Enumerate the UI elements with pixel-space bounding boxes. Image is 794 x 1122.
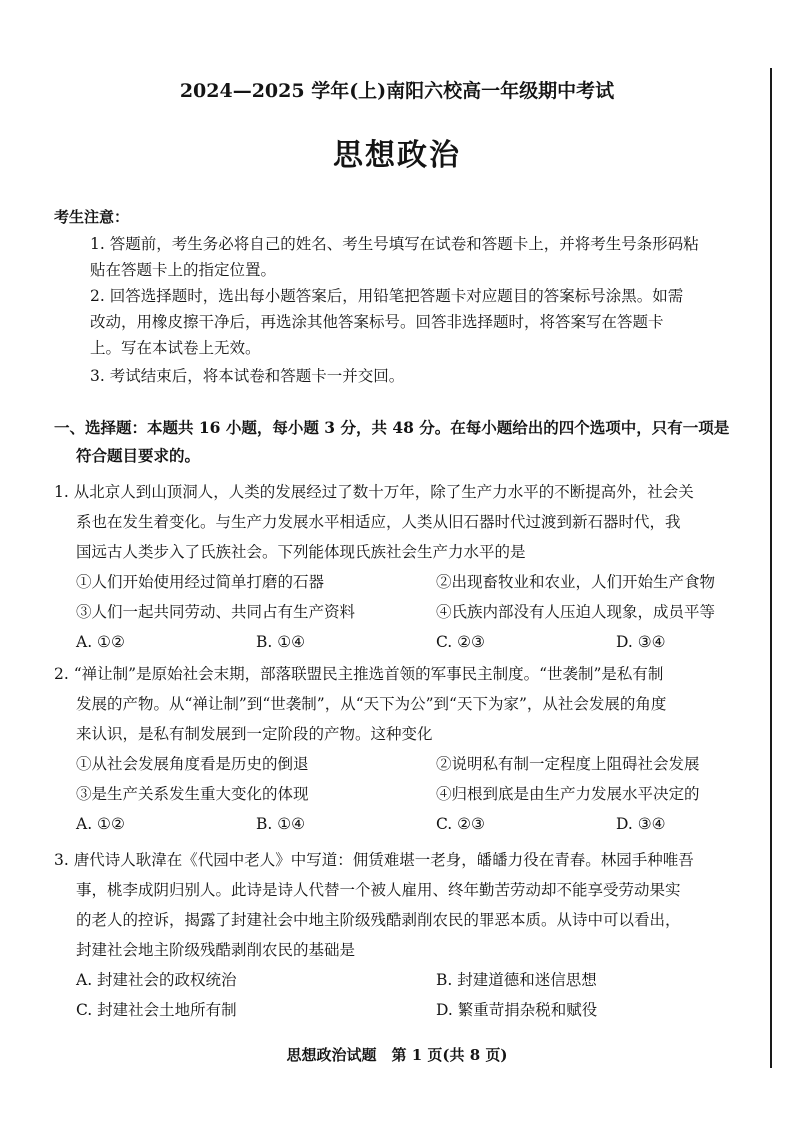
question-3-stem: 封建社会地主阶级残酷剥削农民的基础是 bbox=[76, 941, 356, 959]
question-3-option-c: C. 封建社会土地所有制 bbox=[76, 1001, 237, 1019]
question-3-option-b: B. 封建道德和迷信思想 bbox=[436, 971, 597, 989]
question-3-stem: 3. 唐代诗人耿湋在《代园中老人》中写道：佣赁难堪一老身，皤皤力役在青春。林园手种唯吾 bbox=[54, 851, 694, 869]
exam-title: 2024—2025 学年(上)南阳六校高一年级期中考试 bbox=[179, 80, 615, 102]
question-2-statement: ①从社会发展角度看是历史的倒退 bbox=[76, 755, 309, 773]
notice-line: 1. 答题前，考生务必将自己的姓名、考生号填写在试卷和答题卡上，并将考生号条形码粘 bbox=[90, 235, 699, 253]
question-3-option-d: D. 繁重苛捐杂税和赋役 bbox=[436, 1001, 598, 1019]
question-1-statement: ①人们开始使用经过简单打磨的石器 bbox=[76, 573, 325, 591]
section-heading-cont: 符合题目要求的。 bbox=[76, 446, 201, 465]
question-2-statement: ④归根到底是由生产力发展水平决定的 bbox=[436, 785, 700, 803]
question-2-stem: 2. “禅让制”是原始社会末期，部落联盟民主推选首领的军事民主制度。“世袭制”是私有制 bbox=[54, 665, 664, 683]
subject-title: 思想政治 bbox=[333, 138, 461, 173]
notice-line: 2. 回答选择题时，选出每小题答案后，用铅笔把答题卡对应题目的答案标号涂黑。如需 bbox=[90, 287, 684, 305]
question-1-option-c: C. ②③ bbox=[436, 633, 485, 651]
question-1-stem: 1. 从北京人到山顶洞人，人类的发展经过了数十万年，除了生产力水平的不断提高外，社会关 bbox=[54, 483, 694, 501]
question-3-stem: 的老人的控诉，揭露了封建社会中地主阶级残酷剥削农民的罪恶本质。从诗中可以看出， bbox=[76, 911, 681, 929]
notice-heading: 考生注意： bbox=[54, 208, 130, 226]
question-2-stem: 发展的产物。从“禅让制”到“世袭制”，从“天下为公”到“天下为家”，从社会发展的角度 bbox=[76, 695, 667, 713]
question-1-statement: ④氏族内部没有人压迫人现象，成员平等 bbox=[436, 603, 716, 621]
question-1-stem: 系也在发生着变化。与生产力发展水平相适应，人类从旧石器时代过渡到新石器时代，我 bbox=[76, 513, 681, 531]
notice-line: 3. 考试结束后，将本试卷和答题卡一并交回。 bbox=[90, 367, 405, 385]
question-2-option-b: B. ①④ bbox=[256, 815, 306, 833]
notice-line: 改动，用橡皮擦干净后，再选涂其他答案标号。回答非选择题时，将答案写在答题卡 bbox=[90, 313, 664, 331]
question-1-option-a: A. ①② bbox=[76, 633, 125, 651]
question-1-option-d: D. ③④ bbox=[616, 633, 666, 651]
question-2-statement: ③是生产关系发生重大变化的体现 bbox=[76, 785, 309, 803]
question-2-option-a: A. ①② bbox=[76, 815, 125, 833]
question-3-stem: 事，桃李成阴归别人。此诗是诗人代替一个被人雇用、终年勤苦劳动却不能享受劳动果实 bbox=[76, 881, 681, 899]
question-2-stem: 来认识，是私有制发展到一定阶段的产物。这种变化 bbox=[76, 725, 433, 743]
question-2-option-d: D. ③④ bbox=[616, 815, 666, 833]
question-2-statement: ②说明私有制一定程度上阻碍社会发展 bbox=[436, 755, 700, 773]
page-footer: 思想政治试题 第 1 页(共 8 页) bbox=[286, 1046, 508, 1064]
margin-binding-line bbox=[770, 68, 772, 1068]
notice-line: 贴在答题卡上的指定位置。 bbox=[90, 261, 277, 279]
notice-line: 上。写在本试卷上无效。 bbox=[90, 339, 261, 357]
question-3-option-a: A. 封建社会的政权统治 bbox=[76, 971, 237, 989]
question-1-statement: ③人们一起共同劳动、共同占有生产资料 bbox=[76, 603, 356, 621]
question-2-option-c: C. ②③ bbox=[436, 815, 485, 833]
question-1-option-b: B. ①④ bbox=[256, 633, 306, 651]
question-1-statement: ②出现畜牧业和农业，人们开始生产食物 bbox=[436, 573, 716, 591]
question-1-stem: 国远古人类步入了氏族社会。下列能体现氏族社会生产力水平的是 bbox=[76, 543, 526, 561]
section-heading: 一、选择题：本题共 16 小题，每小题 3 分，共 48 分。在每小题给出的四个选项中，只有一项是 bbox=[54, 418, 730, 437]
